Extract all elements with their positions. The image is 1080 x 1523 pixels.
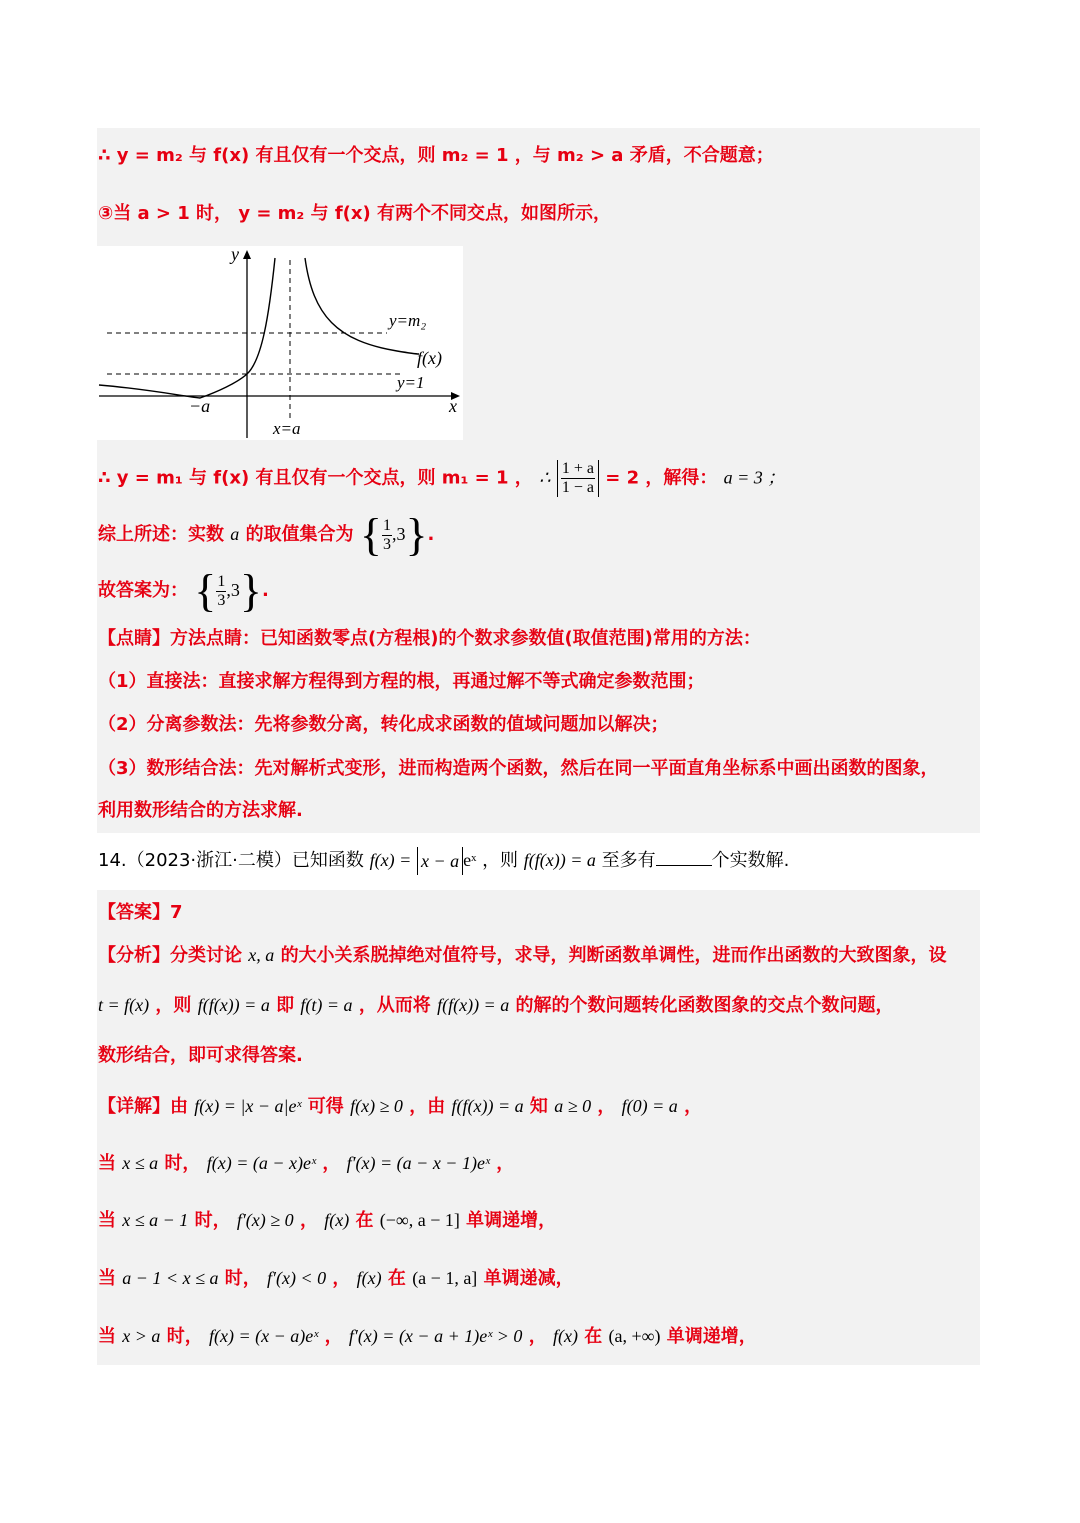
a2-ft: f(t) = a xyxy=(300,995,353,1015)
d1-comma: ， xyxy=(597,1096,616,1117)
d2-fx: f(x) = (a − x)eˣ xyxy=(206,1153,317,1173)
function-graph xyxy=(97,246,463,440)
b1-line-8: （2）分离参数法：先将参数分离，转化成求函数的值域问题加以解决； xyxy=(98,714,669,735)
y-axis-arrow xyxy=(243,250,251,259)
b1-line-7: （1）直接法：直接求解方程得到方程的根，再通过解不等式确定参数范围； xyxy=(98,671,705,692)
d1-fx-geq0: f(x) ≥ 0 xyxy=(350,1096,403,1116)
therefore-symbol: ∴ xyxy=(539,467,551,488)
answer-fraction xyxy=(216,573,226,610)
answer-label: 故答案为： xyxy=(98,580,188,601)
d4-fpx: f′(x) < 0 xyxy=(267,1268,327,1288)
fraction-denominator: 1 − a xyxy=(561,479,594,496)
detail-line-2 xyxy=(98,1149,514,1178)
d5-result: 单调递增， xyxy=(666,1326,757,1347)
q14-intro: 14.（2023·浙江·二模）已知函数 xyxy=(98,850,364,871)
d4-cond: a − 1 < x ≤ a xyxy=(122,1268,219,1288)
fraction xyxy=(561,460,595,497)
d5-cond: x > a xyxy=(122,1326,161,1346)
b1-line-4-text-2: 的取值集合为 xyxy=(245,524,354,545)
answer-fraction-den: 3 xyxy=(217,591,226,609)
d2-comma: ， xyxy=(322,1153,341,1174)
curve-right-branch xyxy=(305,258,419,354)
q14-abs: x − a xyxy=(417,847,463,875)
d2-cond: x ≤ a xyxy=(122,1153,159,1173)
set-fraction xyxy=(382,517,392,554)
d5-comma-2: ， xyxy=(528,1326,547,1347)
left-brace-2: { xyxy=(194,565,217,616)
q14-fx: f(x) = xyxy=(369,850,412,870)
left-brace: { xyxy=(359,509,382,560)
answer-fraction-num: 1 xyxy=(217,572,226,590)
d3-result: 单调递增， xyxy=(466,1210,557,1231)
set-fraction-num: 1 xyxy=(382,516,391,534)
d3-interval: (−∞, a − 1] xyxy=(379,1210,460,1230)
d3-fpx: f′(x) ≥ 0 xyxy=(236,1210,294,1230)
b1-line-5 xyxy=(98,565,269,616)
d4-interval: (a − 1, a] xyxy=(412,1268,478,1288)
d2-time: 时， xyxy=(164,1153,201,1174)
a2-then: ，则 xyxy=(155,995,192,1016)
answer-line: 【答案】7 xyxy=(98,902,183,923)
d4-result: 单调递减， xyxy=(483,1268,574,1289)
d4-when: 当 xyxy=(98,1268,116,1289)
b1-line-1: ∴ y = m₂ 与 f(x) 有且仅有一个交点，则 m₂ = 1 ，与 m₂ > a 矛盾，不合题意； xyxy=(98,145,774,166)
label-y-m2: y=m₂ xyxy=(389,311,427,330)
right-brace: } xyxy=(405,509,428,560)
answer-blank[interactable] xyxy=(656,847,712,866)
d1-f0: f(0) = a xyxy=(621,1096,678,1116)
d2-fpx: f′(x) = (a − x − 1)eˣ xyxy=(346,1153,491,1173)
b1-line-9: （3）数形结合法：先对解析式变形，进而构造两个函数，然后在同一平面直角坐标系中画出函数的图象， xyxy=(98,758,939,779)
b1-line-6: 【点睛】方法点睛：已知函数零点(方程根)的个数求参数值(取值范围)常用的方法： xyxy=(98,628,761,649)
d5-fpx: f′(x) = (x − a + 1)eˣ > 0 xyxy=(348,1326,523,1346)
d1-ffx: f(f(x)) = a xyxy=(451,1096,524,1116)
q14-atmost: 至多有 xyxy=(601,850,656,871)
analysis-line-1 xyxy=(98,941,947,970)
label-neg-a: −a xyxy=(189,396,211,416)
abs-fraction xyxy=(557,460,599,497)
q14-then: ，则 xyxy=(482,850,519,871)
question-14 xyxy=(98,846,789,875)
d3-cond: x ≤ a − 1 xyxy=(122,1210,189,1230)
d2-comma-2: ， xyxy=(496,1153,515,1174)
d3-on: 在 xyxy=(355,1210,374,1231)
b1-line-4 xyxy=(98,509,435,560)
q14-ffx: f(f(x)) = a xyxy=(523,850,596,870)
label-fx: f(x) xyxy=(417,348,442,368)
d1-comma-2: ， xyxy=(684,1096,703,1117)
a2-text: 的解的个数问题转化函数图象的交点个数问题， xyxy=(515,995,894,1016)
analysis-line-2 xyxy=(98,991,894,1020)
analysis-vars: x, a xyxy=(248,945,275,965)
curve-left-branch xyxy=(99,258,275,398)
d4-fx: f(x) xyxy=(356,1268,382,1288)
detail-line-4 xyxy=(98,1264,574,1293)
answer-tail: ,3 xyxy=(226,580,240,600)
detail-line-3 xyxy=(98,1206,556,1235)
label-x: x xyxy=(449,396,457,416)
d4-comma: ， xyxy=(332,1268,351,1289)
d5-when: 当 xyxy=(98,1326,116,1347)
b1-line-4-text: 综上所述：实数 xyxy=(98,524,224,545)
detail-line-1 xyxy=(98,1092,702,1121)
b1-line-3-equals: = 2 ，解得： xyxy=(605,467,718,489)
q14-end: 个实数解. xyxy=(711,850,790,871)
label-x-a: x=a xyxy=(273,419,301,438)
d5-fx: f(x) = (x − a)eˣ xyxy=(208,1326,319,1346)
set-tail: ,3 xyxy=(391,524,406,544)
b1-line-4-end: . xyxy=(427,524,435,545)
d5-on: 在 xyxy=(584,1326,603,1347)
d2-when: 当 xyxy=(98,1153,116,1174)
b1-line-3 xyxy=(98,460,785,497)
a2-ffx-2: f(f(x)) = a xyxy=(437,995,510,1015)
b1-line-3-text: ∴ y = m₁ 与 f(x) 有且仅有一个交点，则 m₁ = 1 ， xyxy=(98,467,533,489)
d5-comma: ， xyxy=(324,1326,343,1347)
q14-ex: eˣ xyxy=(463,850,477,870)
detail-line-5 xyxy=(98,1322,757,1351)
b1-line-3-result: a = 3 ； xyxy=(723,467,786,488)
d4-on: 在 xyxy=(387,1268,406,1289)
d3-comma: ， xyxy=(299,1210,318,1231)
label-y-1: y=1 xyxy=(397,373,425,392)
var-a: a xyxy=(230,524,240,544)
analysis-label: 【分析】分类讨论 xyxy=(98,945,242,966)
d1-know: 知 xyxy=(529,1096,548,1117)
d3-fx: f(x) xyxy=(324,1210,350,1230)
fraction-numerator: 1 + a xyxy=(561,460,594,477)
d5-interval: (a, +∞) xyxy=(608,1326,661,1346)
d3-time: 时， xyxy=(194,1210,231,1231)
d1-get: 可得 xyxy=(307,1096,344,1117)
d3-when: 当 xyxy=(98,1210,116,1231)
a2-ie: 即 xyxy=(276,995,295,1016)
analysis-line-3: 数形结合，即可求得答案. xyxy=(98,1045,303,1066)
b1-line-10: 利用数形结合的方法求解. xyxy=(98,800,303,821)
label-y: y xyxy=(231,246,239,264)
a2-t: t = f(x) xyxy=(98,995,150,1015)
a2-thus: ，从而将 xyxy=(358,995,431,1016)
a2-ffx: f(f(x)) = a xyxy=(197,995,270,1015)
analysis-text-1: 的大小关系脱掉绝对值符号，求导，判断函数单调性，进而作出函数的大致图象，设 xyxy=(280,945,947,966)
set-fraction-den: 3 xyxy=(382,535,391,553)
d1-fx: f(x) = |x − a|eˣ xyxy=(194,1096,302,1116)
d1-label: 【详解】由 xyxy=(98,1096,188,1117)
right-brace-2: } xyxy=(239,565,262,616)
d5-time: 时， xyxy=(166,1326,203,1347)
b1-line-2: ③当 a > 1 时， y = m₂ 与 f(x) 有两个不同交点，如图所示， xyxy=(98,203,612,224)
b1-line-5-end: . xyxy=(261,580,269,601)
d5-fx-2: f(x) xyxy=(553,1326,578,1346)
d1-by: ，由 xyxy=(409,1096,446,1117)
d4-time: 时， xyxy=(224,1268,261,1289)
d1-a-geq0: a ≥ 0 xyxy=(554,1096,592,1116)
